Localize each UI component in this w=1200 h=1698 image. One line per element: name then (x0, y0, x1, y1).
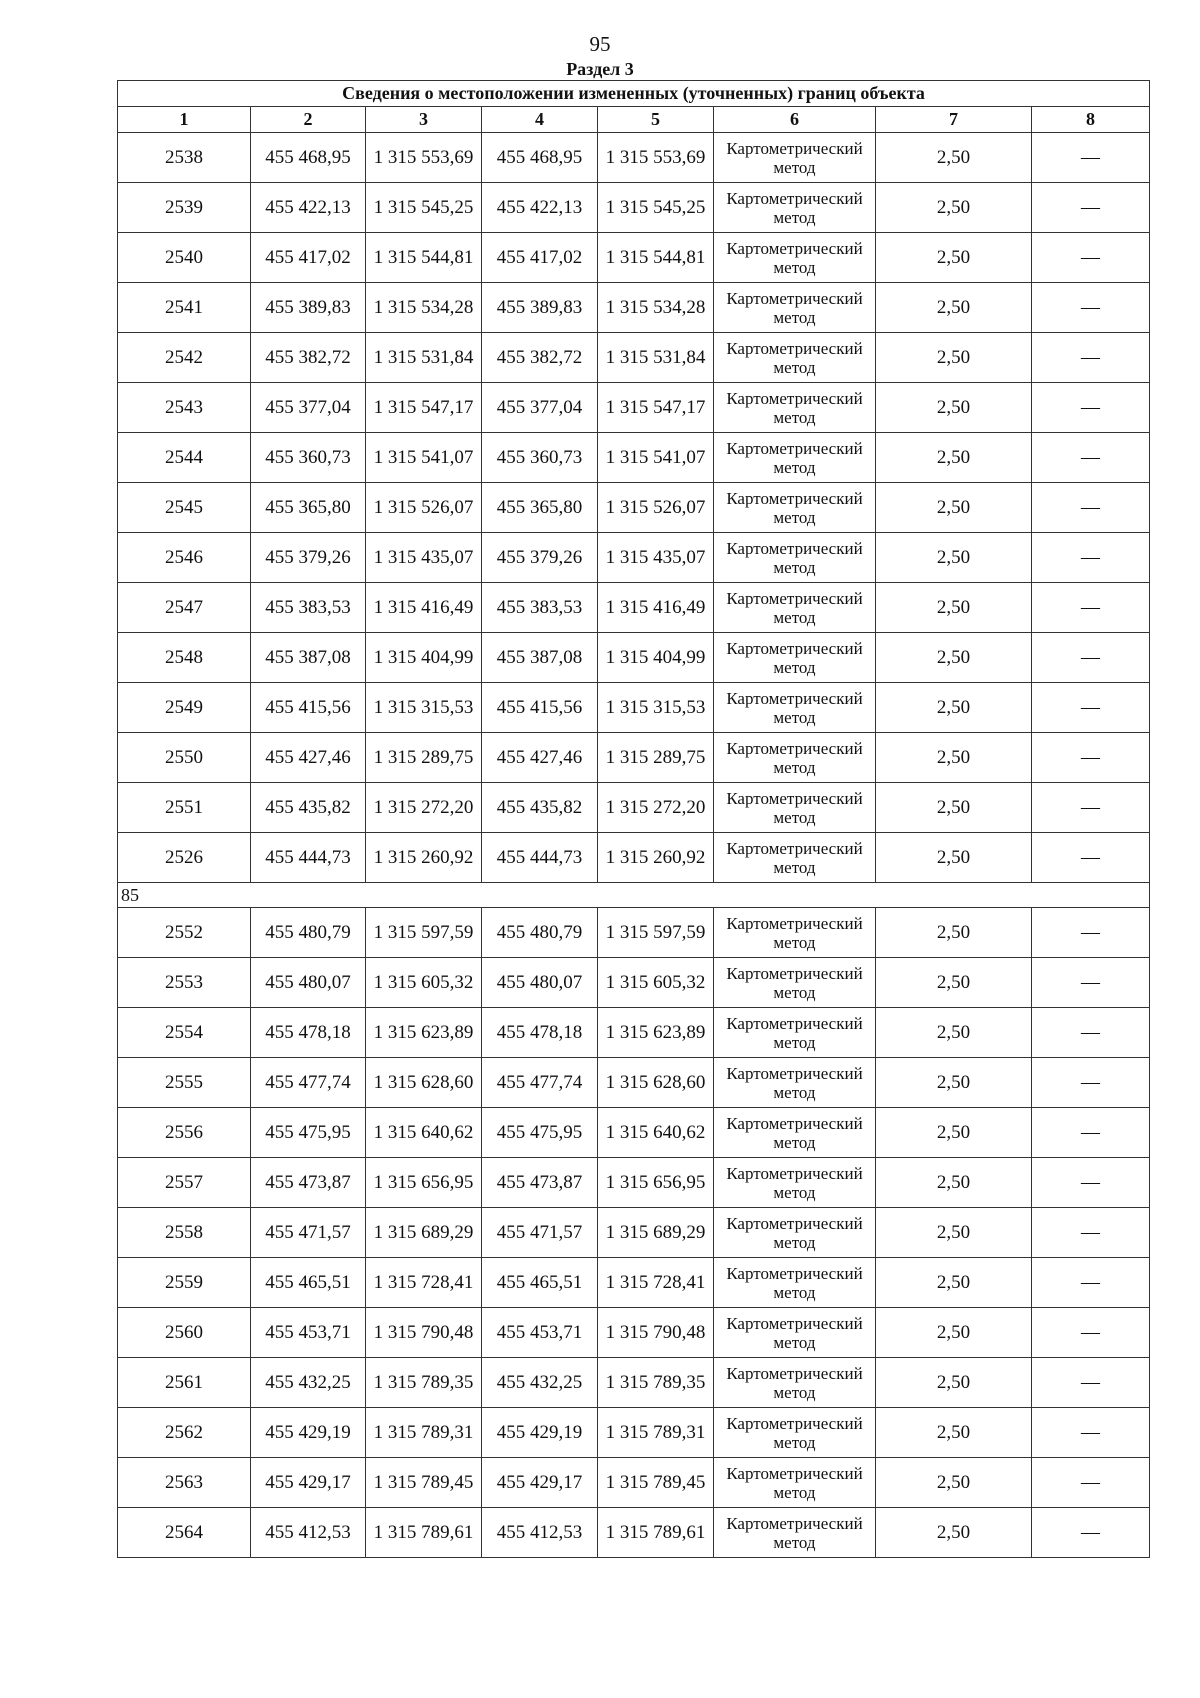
section-title: Раздел 3 (566, 59, 634, 79)
x-existing-cell: 455 471,57 (251, 1208, 366, 1258)
method-cell: Картометрический метод (714, 333, 876, 383)
y-refined-cell: 1 315 789,61 (598, 1508, 714, 1558)
description-cell: — (1032, 783, 1150, 833)
y-existing-cell: 1 315 605,32 (366, 958, 482, 1008)
method-cell: Картометрический метод (714, 483, 876, 533)
description-cell: — (1032, 433, 1150, 483)
table-row (118, 1258, 1150, 1308)
x-existing-cell: 455 365,80 (251, 483, 366, 533)
y-existing-cell: 1 315 628,60 (366, 1058, 482, 1108)
table-row (118, 958, 1150, 1008)
accuracy-cell: 2,50 (876, 908, 1032, 958)
description-cell: — (1032, 133, 1150, 183)
description-cell: — (1032, 958, 1150, 1008)
x-existing-cell: 455 473,87 (251, 1158, 366, 1208)
y-existing-cell: 1 315 526,07 (366, 483, 482, 533)
x-refined-cell: 455 427,46 (482, 733, 598, 783)
column-number: 4 (482, 107, 598, 133)
method-cell: Картометрический метод (714, 1108, 876, 1158)
y-existing-cell: 1 315 640,62 (366, 1108, 482, 1158)
method-cell: Картометрический метод (714, 533, 876, 583)
table-row (118, 533, 1150, 583)
x-existing-cell: 455 422,13 (251, 183, 366, 233)
point-number-cell: 2541 (118, 283, 251, 333)
point-number-cell: 2564 (118, 1508, 251, 1558)
y-refined-cell: 1 315 260,92 (598, 833, 714, 883)
y-refined-cell: 1 315 728,41 (598, 1258, 714, 1308)
y-refined-cell: 1 315 789,31 (598, 1408, 714, 1458)
x-existing-cell: 455 444,73 (251, 833, 366, 883)
x-refined-cell: 455 475,95 (482, 1108, 598, 1158)
description-cell: — (1032, 833, 1150, 883)
description-cell: — (1032, 533, 1150, 583)
table-caption-row (118, 81, 1150, 107)
description-cell: — (1032, 1258, 1150, 1308)
x-existing-cell: 455 480,79 (251, 908, 366, 958)
accuracy-cell: 2,50 (876, 233, 1032, 283)
description-cell: — (1032, 183, 1150, 233)
table-row (118, 1308, 1150, 1358)
x-refined-cell: 455 444,73 (482, 833, 598, 883)
method-cell: Картометрический метод (714, 1058, 876, 1108)
x-existing-cell: 455 453,71 (251, 1308, 366, 1358)
table-row (118, 633, 1150, 683)
y-existing-cell: 1 315 789,35 (366, 1358, 482, 1408)
table-row (118, 483, 1150, 533)
table-row (118, 1358, 1150, 1408)
description-cell: — (1032, 233, 1150, 283)
x-refined-cell: 455 365,80 (482, 483, 598, 533)
point-number-cell: 2552 (118, 908, 251, 958)
accuracy-cell: 2,50 (876, 1208, 1032, 1258)
y-existing-cell: 1 315 789,31 (366, 1408, 482, 1458)
y-refined-cell: 1 315 526,07 (598, 483, 714, 533)
y-existing-cell: 1 315 435,07 (366, 533, 482, 583)
y-existing-cell: 1 315 315,53 (366, 683, 482, 733)
table-row (118, 583, 1150, 633)
accuracy-cell: 2,50 (876, 783, 1032, 833)
point-number-cell: 2557 (118, 1158, 251, 1208)
column-number: 6 (714, 107, 876, 133)
point-number-cell: 2526 (118, 833, 251, 883)
point-number-cell: 2551 (118, 783, 251, 833)
table-row (118, 1158, 1150, 1208)
accuracy-cell: 2,50 (876, 333, 1032, 383)
x-refined-cell: 455 377,04 (482, 383, 598, 433)
y-existing-cell: 1 315 289,75 (366, 733, 482, 783)
method-cell: Картометрический метод (714, 1158, 876, 1208)
accuracy-cell: 2,50 (876, 1108, 1032, 1158)
point-number-cell: 2548 (118, 633, 251, 683)
accuracy-cell: 2,50 (876, 683, 1032, 733)
point-number-cell: 2561 (118, 1358, 251, 1408)
y-existing-cell: 1 315 272,20 (366, 783, 482, 833)
description-cell: — (1032, 1408, 1150, 1458)
y-existing-cell: 1 315 545,25 (366, 183, 482, 233)
method-cell: Картометрический метод (714, 1408, 876, 1458)
table-row (118, 908, 1150, 958)
accuracy-cell: 2,50 (876, 833, 1032, 883)
description-cell: — (1032, 1458, 1150, 1508)
x-refined-cell: 455 383,53 (482, 583, 598, 633)
method-cell: Картометрический метод (714, 1258, 876, 1308)
method-cell: Картометрический метод (714, 683, 876, 733)
description-cell: — (1032, 283, 1150, 333)
boundary-coordinates-table (117, 80, 1150, 1558)
y-refined-cell: 1 315 656,95 (598, 1158, 714, 1208)
point-number-cell: 2540 (118, 233, 251, 283)
description-cell: — (1032, 333, 1150, 383)
point-number-cell: 2545 (118, 483, 251, 533)
description-cell: — (1032, 1008, 1150, 1058)
accuracy-cell: 2,50 (876, 1308, 1032, 1358)
table-row (118, 1208, 1150, 1258)
contour-group-row (118, 883, 1150, 908)
x-existing-cell: 455 383,53 (251, 583, 366, 633)
accuracy-cell: 2,50 (876, 733, 1032, 783)
x-existing-cell: 455 387,08 (251, 633, 366, 683)
method-cell: Картометрический метод (714, 1358, 876, 1408)
table-row (118, 383, 1150, 433)
description-cell: — (1032, 683, 1150, 733)
y-existing-cell: 1 315 689,29 (366, 1208, 482, 1258)
table-row (118, 183, 1150, 233)
accuracy-cell: 2,50 (876, 1158, 1032, 1208)
x-refined-cell: 455 360,73 (482, 433, 598, 483)
point-number-cell: 2549 (118, 683, 251, 733)
y-existing-cell: 1 315 656,95 (366, 1158, 482, 1208)
y-refined-cell: 1 315 640,62 (598, 1108, 714, 1158)
table-row (118, 1408, 1150, 1458)
description-cell: — (1032, 908, 1150, 958)
y-refined-cell: 1 315 435,07 (598, 533, 714, 583)
x-refined-cell: 455 480,79 (482, 908, 598, 958)
table-row (118, 233, 1150, 283)
accuracy-cell: 2,50 (876, 633, 1032, 683)
method-cell: Картометрический метод (714, 1208, 876, 1258)
method-cell: Картометрический метод (714, 283, 876, 333)
y-existing-cell: 1 315 789,61 (366, 1508, 482, 1558)
y-existing-cell: 1 315 544,81 (366, 233, 482, 283)
y-refined-cell: 1 315 416,49 (598, 583, 714, 633)
point-number-cell: 2563 (118, 1458, 251, 1508)
y-refined-cell: 1 315 531,84 (598, 333, 714, 383)
point-number-cell: 2539 (118, 183, 251, 233)
point-number-cell: 2558 (118, 1208, 251, 1258)
x-existing-cell: 455 475,95 (251, 1108, 366, 1158)
description-cell: — (1032, 1158, 1150, 1208)
x-existing-cell: 455 417,02 (251, 233, 366, 283)
point-number-cell: 2554 (118, 1008, 251, 1058)
x-refined-cell: 455 415,56 (482, 683, 598, 733)
x-existing-cell: 455 477,74 (251, 1058, 366, 1108)
x-existing-cell: 455 432,25 (251, 1358, 366, 1408)
table-caption: Сведения о местоположении измененных (уточненных) границ объекта (118, 81, 1150, 107)
x-refined-cell: 455 412,53 (482, 1508, 598, 1558)
accuracy-cell: 2,50 (876, 483, 1032, 533)
point-number-cell: 2547 (118, 583, 251, 633)
x-refined-cell: 455 417,02 (482, 233, 598, 283)
point-number-cell: 2543 (118, 383, 251, 433)
y-existing-cell: 1 315 789,45 (366, 1458, 482, 1508)
y-refined-cell: 1 315 553,69 (598, 133, 714, 183)
x-existing-cell: 455 379,26 (251, 533, 366, 583)
description-cell: — (1032, 583, 1150, 633)
point-number-cell: 2556 (118, 1108, 251, 1158)
page-number: 95 (589, 32, 611, 56)
method-cell: Картометрический метод (714, 133, 876, 183)
table-row (118, 1458, 1150, 1508)
y-refined-cell: 1 315 789,35 (598, 1358, 714, 1408)
point-number-cell: 2559 (118, 1258, 251, 1308)
x-refined-cell: 455 387,08 (482, 633, 598, 683)
point-number-cell: 2546 (118, 533, 251, 583)
point-number-cell: 2544 (118, 433, 251, 483)
method-cell: Картометрический метод (714, 1308, 876, 1358)
method-cell: Картометрический метод (714, 833, 876, 883)
y-existing-cell: 1 315 547,17 (366, 383, 482, 433)
x-existing-cell: 455 415,56 (251, 683, 366, 733)
column-number: 3 (366, 107, 482, 133)
y-refined-cell: 1 315 628,60 (598, 1058, 714, 1108)
accuracy-cell: 2,50 (876, 958, 1032, 1008)
column-number: 1 (118, 107, 251, 133)
x-existing-cell: 455 468,95 (251, 133, 366, 183)
table-row (118, 283, 1150, 333)
x-existing-cell: 455 429,19 (251, 1408, 366, 1458)
method-cell: Картометрический метод (714, 233, 876, 283)
point-number-cell: 2550 (118, 733, 251, 783)
description-cell: — (1032, 1108, 1150, 1158)
description-cell: — (1032, 383, 1150, 433)
accuracy-cell: 2,50 (876, 1058, 1032, 1108)
table-row (118, 333, 1150, 383)
x-existing-cell: 455 478,18 (251, 1008, 366, 1058)
method-cell: Картометрический метод (714, 433, 876, 483)
x-existing-cell: 455 412,53 (251, 1508, 366, 1558)
contour-group-label: 85 (118, 883, 1150, 908)
method-cell: Картометрический метод (714, 1008, 876, 1058)
column-number: 2 (251, 107, 366, 133)
table-row (118, 1508, 1150, 1558)
y-refined-cell: 1 315 597,59 (598, 908, 714, 958)
x-refined-cell: 455 468,95 (482, 133, 598, 183)
x-existing-cell: 455 377,04 (251, 383, 366, 433)
x-existing-cell: 455 465,51 (251, 1258, 366, 1308)
x-existing-cell: 455 389,83 (251, 283, 366, 333)
method-cell: Картометрический метод (714, 783, 876, 833)
x-refined-cell: 455 389,83 (482, 283, 598, 333)
method-cell: Картометрический метод (714, 633, 876, 683)
point-number-cell: 2560 (118, 1308, 251, 1358)
accuracy-cell: 2,50 (876, 1508, 1032, 1558)
column-number: 7 (876, 107, 1032, 133)
column-number: 8 (1032, 107, 1150, 133)
x-existing-cell: 455 360,73 (251, 433, 366, 483)
table-row (118, 833, 1150, 883)
x-refined-cell: 455 435,82 (482, 783, 598, 833)
description-cell: — (1032, 483, 1150, 533)
x-existing-cell: 455 429,17 (251, 1458, 366, 1508)
column-number: 5 (598, 107, 714, 133)
x-refined-cell: 455 453,71 (482, 1308, 598, 1358)
accuracy-cell: 2,50 (876, 183, 1032, 233)
accuracy-cell: 2,50 (876, 1408, 1032, 1458)
column-number-row (118, 107, 1150, 133)
y-existing-cell: 1 315 553,69 (366, 133, 482, 183)
table-body (118, 81, 1150, 1558)
y-refined-cell: 1 315 623,89 (598, 1008, 714, 1058)
table-row (118, 683, 1150, 733)
table-row (118, 433, 1150, 483)
x-existing-cell: 455 427,46 (251, 733, 366, 783)
accuracy-cell: 2,50 (876, 1008, 1032, 1058)
table-row (118, 783, 1150, 833)
x-refined-cell: 455 382,72 (482, 333, 598, 383)
x-existing-cell: 455 435,82 (251, 783, 366, 833)
y-existing-cell: 1 315 260,92 (366, 833, 482, 883)
table-row (118, 133, 1150, 183)
y-refined-cell: 1 315 534,28 (598, 283, 714, 333)
point-number-cell: 2542 (118, 333, 251, 383)
accuracy-cell: 2,50 (876, 583, 1032, 633)
x-existing-cell: 455 480,07 (251, 958, 366, 1008)
accuracy-cell: 2,50 (876, 1258, 1032, 1308)
y-refined-cell: 1 315 315,53 (598, 683, 714, 733)
y-refined-cell: 1 315 544,81 (598, 233, 714, 283)
table-row (118, 1108, 1150, 1158)
x-refined-cell: 455 429,19 (482, 1408, 598, 1458)
method-cell: Картометрический метод (714, 958, 876, 1008)
x-refined-cell: 455 379,26 (482, 533, 598, 583)
y-refined-cell: 1 315 547,17 (598, 383, 714, 433)
point-number-cell: 2562 (118, 1408, 251, 1458)
y-refined-cell: 1 315 289,75 (598, 733, 714, 783)
method-cell: Картометрический метод (714, 733, 876, 783)
description-cell: — (1032, 1058, 1150, 1108)
point-number-cell: 2538 (118, 133, 251, 183)
y-existing-cell: 1 315 416,49 (366, 583, 482, 633)
y-refined-cell: 1 315 545,25 (598, 183, 714, 233)
y-refined-cell: 1 315 605,32 (598, 958, 714, 1008)
point-number-cell: 2553 (118, 958, 251, 1008)
y-existing-cell: 1 315 531,84 (366, 333, 482, 383)
table-row (118, 1008, 1150, 1058)
description-cell: — (1032, 1308, 1150, 1358)
method-cell: Картометрический метод (714, 1458, 876, 1508)
x-refined-cell: 455 422,13 (482, 183, 598, 233)
method-cell: Картометрический метод (714, 1508, 876, 1558)
method-cell: Картометрический метод (714, 183, 876, 233)
y-existing-cell: 1 315 404,99 (366, 633, 482, 683)
description-cell: — (1032, 733, 1150, 783)
accuracy-cell: 2,50 (876, 383, 1032, 433)
y-existing-cell: 1 315 728,41 (366, 1258, 482, 1308)
x-refined-cell: 455 465,51 (482, 1258, 598, 1308)
accuracy-cell: 2,50 (876, 533, 1032, 583)
description-cell: — (1032, 1208, 1150, 1258)
accuracy-cell: 2,50 (876, 433, 1032, 483)
y-existing-cell: 1 315 541,07 (366, 433, 482, 483)
x-refined-cell: 455 478,18 (482, 1008, 598, 1058)
accuracy-cell: 2,50 (876, 1358, 1032, 1408)
x-existing-cell: 455 382,72 (251, 333, 366, 383)
y-existing-cell: 1 315 597,59 (366, 908, 482, 958)
x-refined-cell: 455 477,74 (482, 1058, 598, 1108)
y-existing-cell: 1 315 623,89 (366, 1008, 482, 1058)
y-refined-cell: 1 315 404,99 (598, 633, 714, 683)
table-row (118, 1058, 1150, 1108)
accuracy-cell: 2,50 (876, 133, 1032, 183)
y-existing-cell: 1 315 534,28 (366, 283, 482, 333)
x-refined-cell: 455 471,57 (482, 1208, 598, 1258)
x-refined-cell: 455 473,87 (482, 1158, 598, 1208)
x-refined-cell: 455 432,25 (482, 1358, 598, 1408)
y-refined-cell: 1 315 272,20 (598, 783, 714, 833)
y-refined-cell: 1 315 790,48 (598, 1308, 714, 1358)
y-refined-cell: 1 315 789,45 (598, 1458, 714, 1508)
description-cell: — (1032, 1358, 1150, 1408)
accuracy-cell: 2,50 (876, 1458, 1032, 1508)
description-cell: — (1032, 1508, 1150, 1558)
y-refined-cell: 1 315 689,29 (598, 1208, 714, 1258)
method-cell: Картометрический метод (714, 908, 876, 958)
method-cell: Картометрический метод (714, 383, 876, 433)
y-refined-cell: 1 315 541,07 (598, 433, 714, 483)
method-cell: Картометрический метод (714, 583, 876, 633)
accuracy-cell: 2,50 (876, 283, 1032, 333)
y-existing-cell: 1 315 790,48 (366, 1308, 482, 1358)
x-refined-cell: 455 480,07 (482, 958, 598, 1008)
point-number-cell: 2555 (118, 1058, 251, 1108)
description-cell: — (1032, 633, 1150, 683)
table-row (118, 733, 1150, 783)
x-refined-cell: 455 429,17 (482, 1458, 598, 1508)
